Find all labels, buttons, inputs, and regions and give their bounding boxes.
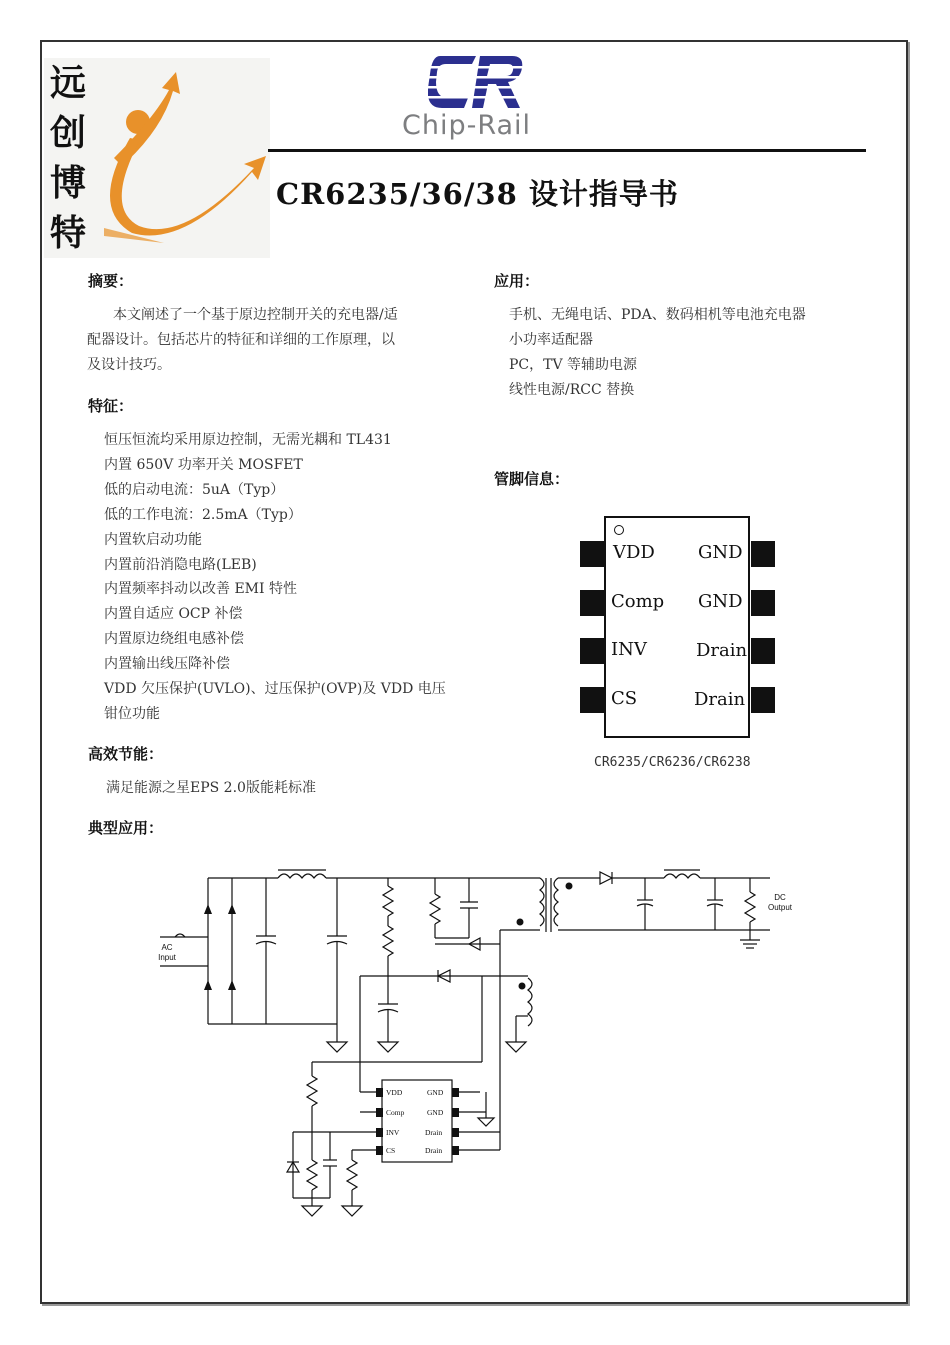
application-item: 小功率适配器 — [509, 331, 593, 348]
pin-drain-1 — [751, 638, 775, 664]
logo-char-3: 博 — [50, 163, 87, 204]
features-heading: 特征： — [88, 397, 134, 415]
pinout-heading: 管脚信息： — [494, 470, 570, 488]
summary-line-3: 及设计技巧。 — [87, 357, 171, 373]
pin-label-left: CS — [611, 688, 638, 709]
schematic-chip-pin: Drain — [425, 1128, 443, 1137]
logo-char-4: 特 — [50, 213, 87, 254]
dc-output-label: Output — [767, 903, 793, 912]
feature-item: 内置输出线压降补偿 — [104, 656, 230, 673]
schematic-chip-pin: Drain — [425, 1146, 443, 1155]
logo-char-2: 创 — [50, 113, 87, 154]
pin-gnd-2 — [751, 590, 775, 616]
summary-line-1: 本文阐述了一个基于原边控制开关的充电器/适 — [113, 307, 398, 323]
pin-label-left: INV — [611, 639, 647, 660]
schematic-chip-pin: GND — [427, 1108, 444, 1117]
pin-vdd — [580, 541, 604, 567]
cr-logo-text: Chip-Rail — [402, 110, 532, 141]
pin-label-right: GND — [698, 591, 743, 612]
feature-item: 内置自适应 OCP 补偿 — [104, 606, 243, 623]
title-divider — [268, 149, 866, 152]
pin-label-right: Drain — [694, 689, 746, 710]
applications-list — [509, 303, 806, 403]
feature-item: VDD 欠压保护(UVLO)、过压保护(OVP)及 VDD 电压 — [104, 681, 446, 698]
pin-inv — [580, 638, 604, 664]
pin1-marker-icon — [614, 525, 624, 535]
pin-label-right: Drain — [696, 640, 748, 661]
feature-item: 内置 650V 功率开关 MOSFET — [104, 456, 303, 473]
typical-application-schematic — [150, 860, 810, 1230]
schematic-chip-pin: INV — [386, 1128, 400, 1137]
application-item: PC，TV 等辅助电源 — [509, 356, 638, 373]
pin-cs — [580, 687, 604, 713]
ac-input-label: Input — [158, 953, 176, 962]
feature-item: 内置软启动功能 — [104, 531, 202, 548]
summary-line-2: 配器设计。包括芯片的特征和详细的工作原理，以 — [87, 332, 395, 348]
summary-heading: 摘要： — [88, 272, 134, 290]
typical-application-heading: 典型应用： — [88, 819, 164, 837]
pin-label-left: Comp — [611, 591, 665, 612]
document-title: CR6235/36/38 设计指导书 — [276, 177, 679, 211]
dc-output-label: DC — [774, 893, 786, 902]
efficiency-text: 满足能源之星EPS 2.0版能耗标准 — [106, 780, 316, 796]
pin-comp — [580, 590, 604, 616]
schematic-chip-pin: CS — [386, 1146, 396, 1155]
application-item: 手机、无绳电话、PDA、数码相机等电池充电器 — [509, 307, 806, 323]
feature-item: 内置前沿消隐电路(LEB) — [104, 556, 257, 573]
feature-item: 内置频率抖动以改善 EMI 特性 — [104, 581, 297, 598]
feature-item: 内置原边绕组电感补偿 — [104, 631, 244, 648]
pinout-caption: CR6235/CR6236/CR6238 — [594, 755, 751, 770]
pin-label-left: VDD — [613, 542, 655, 563]
ac-input-label: AC — [161, 943, 173, 952]
schematic-chip-pin: GND — [427, 1088, 444, 1097]
schematic-chip-pin: Comp — [386, 1108, 405, 1117]
efficiency-heading: 高效节能： — [88, 745, 164, 763]
logo-char-1: 远 — [50, 63, 87, 104]
features-list — [104, 428, 446, 727]
applications-heading: 应用： — [494, 272, 540, 290]
feature-item: 钳位功能 — [104, 705, 160, 722]
schematic-chip-pin: VDD — [386, 1088, 403, 1097]
pin-drain-2 — [751, 687, 775, 713]
feature-item: 低的启动电流：5uA（Typ） — [104, 481, 285, 498]
pin-gnd-1 — [751, 541, 775, 567]
feature-item: 低的工作电流：2.5mA（Typ） — [104, 506, 302, 523]
application-item: 线性电源/RCC 替换 — [509, 381, 635, 398]
pin-label-right: GND — [698, 542, 743, 563]
cr-logo-mark — [428, 54, 524, 110]
feature-item: 恒压恒流均采用原边控制，无需光耦和 TL431 — [104, 432, 392, 448]
